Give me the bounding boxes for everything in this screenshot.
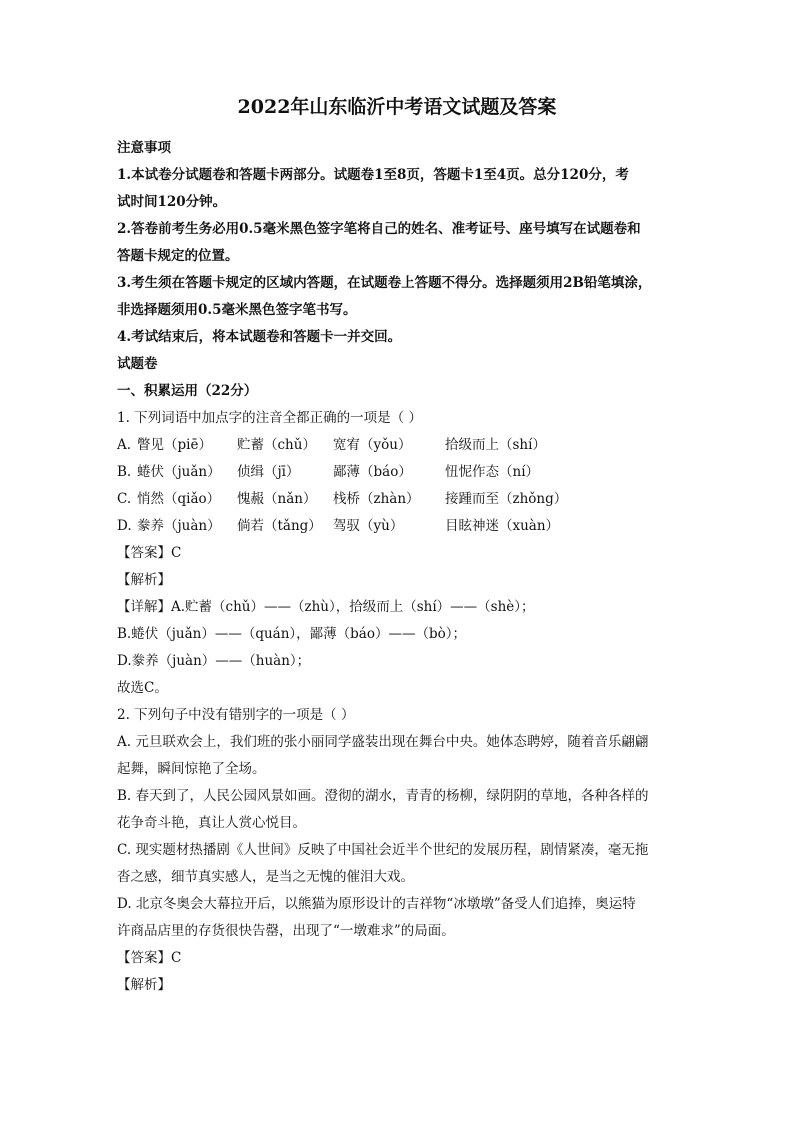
notice-line: 2.答卷前考生务必用0.5毫米黑色签字笔将自己的姓名、准考证号、座号填写在试题卷和: [117, 221, 641, 237]
notice-line: 答题卡规定的位置。: [117, 248, 239, 264]
notice-line: 1.本试卷分试题卷和答题卡两部分。试题卷1至8页，答题卡1至4页。总分120分，考: [117, 167, 629, 183]
q2-option-a-line2: 起舞，瞬间惊艳了全场。: [117, 761, 266, 777]
notice-line: 试时间120分钟。: [117, 194, 227, 210]
q2-option-c-line2: 沓之感，细节真实感人，是当之无愧的催泪大戏。: [117, 869, 414, 885]
notice-line: 4.考试结束后，将本试题卷和答题卡一并交回。: [117, 329, 402, 345]
q1-option-c: [117, 486, 677, 513]
option-word: 忸怩作态（ní）: [445, 464, 540, 480]
q2-option-b-line1: B. 春天到了，人民公园风景如画。澄彻的湖水，青青的杨柳，绿阴阴的草地，各种各样的: [117, 788, 649, 804]
part-heading: 一、积累运用（22分）: [117, 383, 258, 399]
option-word: 豢养（juàn）: [137, 518, 221, 534]
option-label: B.: [117, 464, 132, 480]
option-word: 蜷伏（juǎn）: [137, 464, 221, 480]
q2-answer: 【答案】C: [117, 950, 182, 966]
notice-line: 3.考生须在答题卡规定的区域内答题，在试题卷上答题不得分。选择题须用2B铅笔填涂，: [117, 275, 652, 291]
option-word: 驾驭（yù）: [333, 518, 404, 534]
option-word: 宽宥（yǒu）: [333, 437, 412, 453]
option-label: D.: [117, 518, 132, 534]
q1-option-d: [117, 513, 677, 540]
q2-option-d-line1: D. 北京冬奥会大幕拉开后，以熊猫为原形设计的吉祥物“冰墩墩”备受人们追捧，奥运特: [117, 896, 636, 912]
notice-line: 非选择题须用0.5毫米黑色签字笔书写。: [117, 302, 357, 318]
option-word: 侦缉（jī）: [237, 464, 300, 480]
q1-option-b: [117, 459, 677, 486]
q2-option-a-line1: A. 元旦联欢会上，我们班的张小丽同学盛装出现在舞台中央。她体态聘婷，随着音乐翩翩: [117, 734, 649, 750]
option-label: A.: [117, 437, 132, 453]
q1-answer: 【答案】C: [117, 545, 182, 561]
q1-option-a: [117, 432, 677, 459]
option-word: 贮蓄（chǔ）: [237, 437, 316, 453]
q1-detail-line: 故选C。: [117, 680, 168, 696]
question-2-stem: 2. 下列句子中没有错别字的一项是（ ）: [117, 707, 355, 723]
q2-option-c-line1: C. 现实题材热播剧《人世间》反映了中国社会近半个世纪的发展历程，剧情紧凑，毫无拖: [117, 842, 649, 858]
q1-detail-line: D.豢养（juàn）——（huàn）；: [117, 653, 311, 669]
q2-option-b-line2: 花争奇斗艳，真让人赏心悦目。: [117, 815, 306, 831]
option-word: 愧赧（nǎn）: [237, 491, 317, 507]
q2-option-d-line2: 许商品店里的存货很快告罄，出现了“一墩难求”的局面。: [117, 923, 455, 939]
q1-detail-line: 【详解】A.贮蓄（chǔ）——（zhù），拾级而上（shí）——（shè）；: [117, 599, 535, 615]
section-label: 试题卷: [117, 356, 158, 372]
q2-analysis-label: 【解析】: [117, 977, 171, 993]
option-word: 接踵而至（zhǒng）: [445, 491, 568, 507]
option-word: 倘若（tǎng）: [237, 518, 322, 534]
q1-detail-line: B.蜷伏（juǎn）——（quán），鄙薄（báo）——（bò）；: [117, 626, 467, 642]
notice-heading: 注意事项: [117, 140, 171, 156]
option-word: 瞥见（piē）: [137, 437, 212, 453]
option-label: C.: [117, 491, 132, 507]
option-word: 悄然（qiǎo）: [137, 491, 221, 507]
question-1-stem: 1. 下列词语中加点字的注音全都正确的一项是（ ）: [117, 410, 422, 426]
option-word: 拾级而上（shí）: [445, 437, 546, 453]
option-word: 目眩神迷（xuàn）: [445, 518, 560, 534]
document-title: 2022年山东临沂中考语文试题及答案: [237, 96, 557, 118]
q1-analysis-label: 【解析】: [117, 572, 171, 588]
document-page: [117, 95, 677, 999]
option-word: 鄙薄（báo）: [333, 464, 412, 480]
option-word: 栈桥（zhàn）: [333, 491, 420, 507]
